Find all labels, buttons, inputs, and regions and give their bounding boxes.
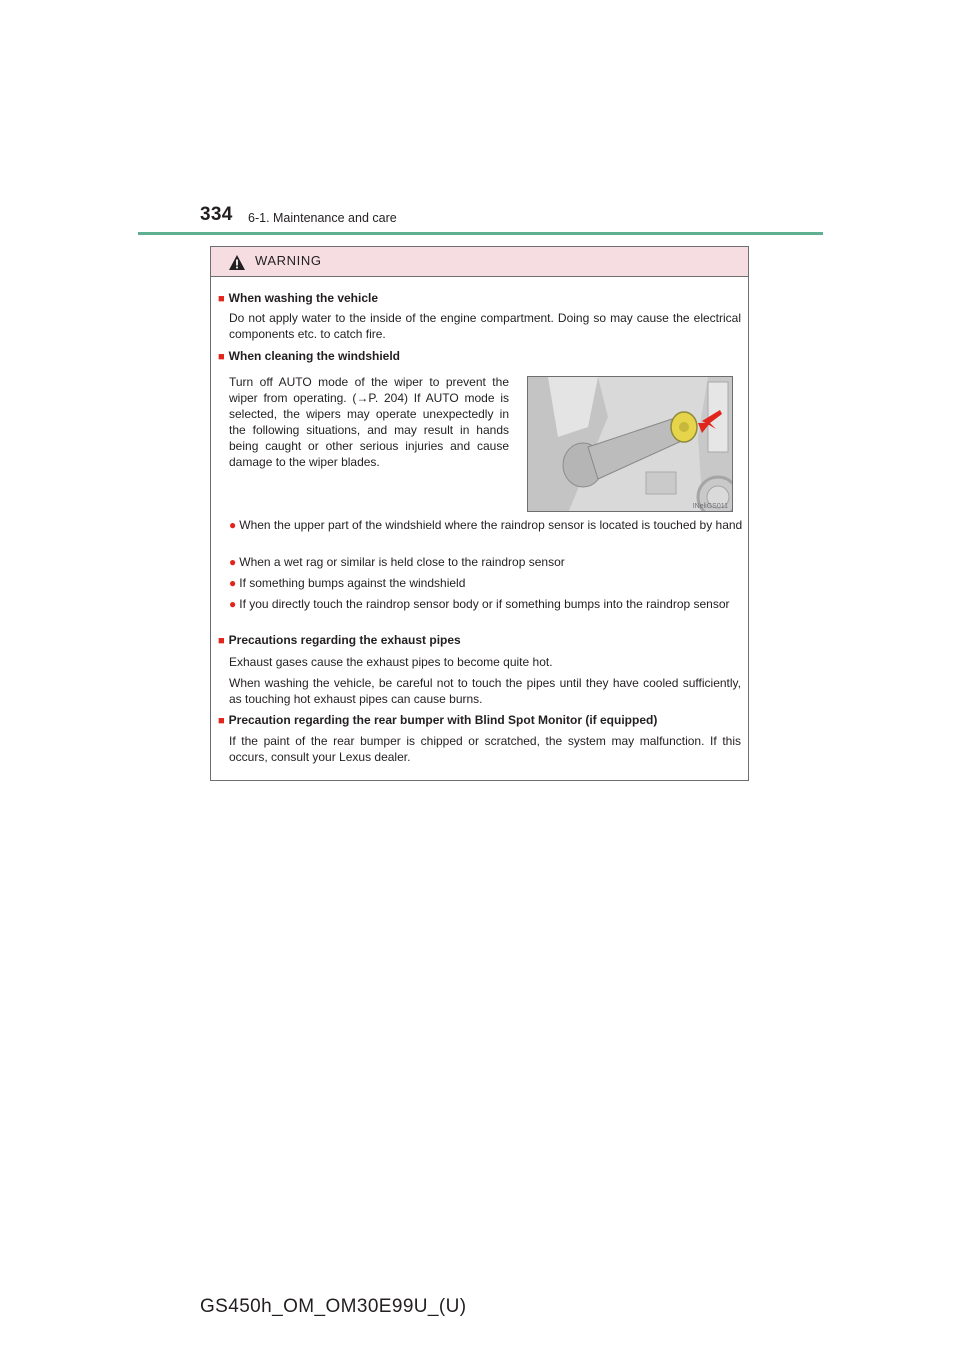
bumper-heading: ■ Precaution regarding the rear bumper with Blind Spot Monitor (if equipped) [218, 713, 658, 727]
warning-title: WARNING [255, 253, 322, 268]
header-rule [138, 232, 823, 235]
page-number: 334 [200, 204, 233, 225]
wiper-switch-illustration [527, 376, 733, 512]
square-bullet-icon: ■ [218, 715, 225, 727]
section-title: 6-1. Maintenance and care [248, 211, 397, 225]
square-bullet-icon: ■ [218, 351, 225, 363]
square-bullet-icon: ■ [218, 293, 225, 305]
round-bullet-icon: ● [229, 576, 237, 590]
bumper-text: If the paint of the rear bumper is chipped or scratched, the system may malfunction. If this occurs, consult your Lexus dealer. [229, 734, 741, 764]
figure-label: INeliGS011 [692, 503, 728, 510]
windshield-heading: ■ When cleaning the windshield [218, 349, 401, 363]
washing-text: Do not apply water to the inside of the engine compartment. Doing so may cause the electrical components etc. to catch fire. [229, 311, 741, 341]
wiper-lever-image [528, 377, 733, 512]
warning-header [211, 247, 748, 277]
warning-box [210, 246, 749, 781]
square-bullet-icon: ■ [218, 635, 225, 647]
round-bullet-icon: ● [229, 555, 237, 569]
warning-triangle-icon [228, 254, 246, 271]
windshield-bullet: ● If something bumps against the windshield [229, 576, 466, 590]
exhaust-text-2: When washing the vehicle, be careful not to touch the pipes until they have cooled sufficiently, as touching hot exhaust pipes can cause burns. [229, 676, 741, 706]
document-code: GS450h_OM_OM30E99U_(U) [200, 1296, 467, 1317]
exhaust-heading: ■ Precautions regarding the exhaust pipes [218, 633, 461, 647]
washing-heading: ■ When washing the vehicle [218, 291, 379, 305]
round-bullet-icon: ● [229, 597, 237, 611]
windshield-text: Turn off AUTO mode of the wiper to prevent the wiper from operating. (→P. 204) If AUTO mode is selected, the wipers may operate unexpectedly in the following situations, and may result in hands being caught or other serious injuries and cause damage to the wiper blades. [229, 375, 509, 469]
windshield-bullet: ● When a wet rag or similar is held close to the raindrop sensor [229, 555, 565, 569]
round-bullet-icon: ● [229, 518, 237, 532]
exhaust-text-1: Exhaust gases cause the exhaust pipes to become quite hot. [229, 655, 553, 669]
windshield-bullet: ● When the upper part of the windshield where the raindrop sensor is located is touched by hand [229, 518, 743, 532]
windshield-bullet: ● If you directly touch the raindrop sensor body or if something bumps into the raindrop sensor [229, 597, 730, 611]
